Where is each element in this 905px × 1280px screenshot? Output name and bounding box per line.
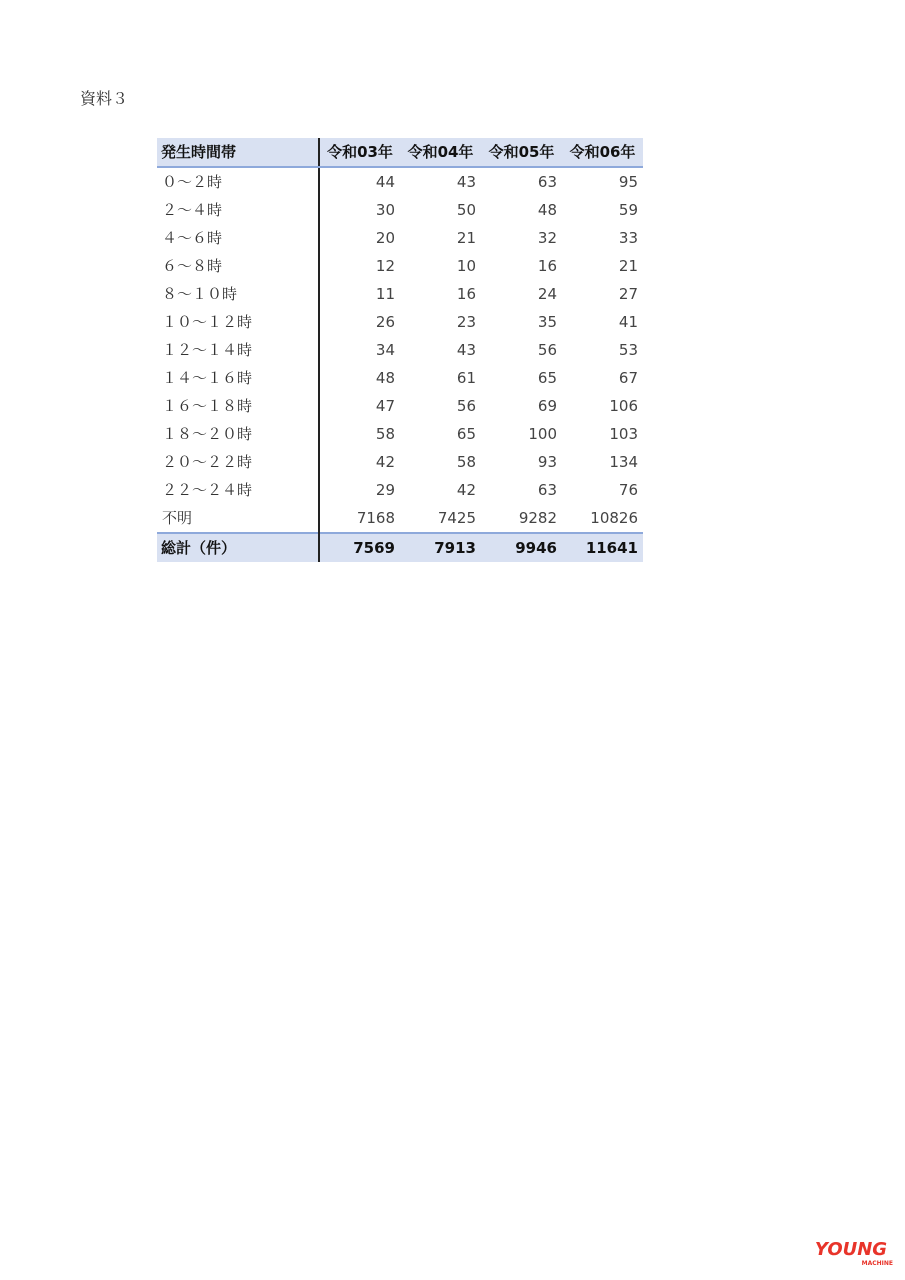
table-row xyxy=(157,336,643,364)
table-row xyxy=(157,392,643,420)
count-cell: 44 xyxy=(375,173,395,191)
count-cell: 21 xyxy=(618,257,638,275)
table-total-row xyxy=(157,533,643,562)
count-cell: 7425 xyxy=(437,509,476,527)
table-header-row xyxy=(157,138,643,167)
table-row xyxy=(157,420,643,448)
header-year-r05: 令和05年 xyxy=(481,138,562,167)
count-cell: 9282 xyxy=(518,509,557,527)
count-cell: 35 xyxy=(537,313,557,331)
count-cell: 59 xyxy=(618,201,638,219)
table-row xyxy=(157,224,643,252)
count-cell: 69 xyxy=(537,397,557,415)
count-cell: 103 xyxy=(609,425,638,443)
count-cell: 65 xyxy=(456,425,476,443)
count-cell: 67 xyxy=(618,369,638,387)
count-cell: 50 xyxy=(456,201,476,219)
time-period-cell: ２２～２４時 xyxy=(157,476,319,504)
header-year-r03: 令和03年 xyxy=(319,138,400,167)
count-cell: 53 xyxy=(618,341,638,359)
count-cell: 23 xyxy=(456,313,476,331)
count-cell: 12 xyxy=(375,257,395,275)
count-cell: 56 xyxy=(537,341,557,359)
time-period-cell: １４～１６時 xyxy=(157,364,319,392)
count-cell: 7168 xyxy=(356,509,395,527)
count-cell: 16 xyxy=(456,285,476,303)
time-period-cell: ６～８時 xyxy=(157,252,319,280)
incident-time-table xyxy=(157,138,643,562)
table-row xyxy=(157,504,643,533)
document-label: 資料３ xyxy=(80,89,129,108)
count-cell: 56 xyxy=(456,397,476,415)
count-cell: 48 xyxy=(537,201,557,219)
time-period-cell: ４～６時 xyxy=(157,224,319,252)
total-value-cell: 7569 xyxy=(319,533,400,562)
count-cell: 43 xyxy=(456,173,476,191)
time-period-cell: ２０～２２時 xyxy=(157,448,319,476)
count-cell: 10826 xyxy=(590,509,638,527)
count-cell: 16 xyxy=(537,257,557,275)
brand-logo xyxy=(805,1240,897,1268)
time-period-cell: ０～２時 xyxy=(157,167,319,196)
count-cell: 61 xyxy=(456,369,476,387)
count-cell: 63 xyxy=(537,173,557,191)
table-row xyxy=(157,448,643,476)
table-row xyxy=(157,280,643,308)
count-cell: 29 xyxy=(375,481,395,499)
count-cell: 43 xyxy=(456,341,476,359)
count-cell: 32 xyxy=(537,229,557,247)
count-cell: 48 xyxy=(375,369,395,387)
count-cell: 26 xyxy=(375,313,395,331)
count-cell: 42 xyxy=(375,453,395,471)
count-cell: 95 xyxy=(618,173,638,191)
time-period-cell: １６～１８時 xyxy=(157,392,319,420)
table-row xyxy=(157,196,643,224)
total-label-cell: 総計（件） xyxy=(157,533,319,562)
count-cell: 93 xyxy=(537,453,557,471)
time-period-cell: 不明 xyxy=(157,504,319,533)
count-cell: 63 xyxy=(537,481,557,499)
count-cell: 10 xyxy=(456,257,476,275)
time-period-cell: １８～２０時 xyxy=(157,420,319,448)
count-cell: 24 xyxy=(537,285,557,303)
time-period-cell: １２～１４時 xyxy=(157,336,319,364)
logo-wordmark: YOUNG xyxy=(814,1239,888,1260)
time-period-cell: ２～４時 xyxy=(157,196,319,224)
count-cell: 11 xyxy=(375,285,395,303)
logo-subtext: MACHINE xyxy=(861,1260,893,1267)
count-cell: 76 xyxy=(618,481,638,499)
total-value-cell: 9946 xyxy=(481,533,562,562)
total-value-cell: 11641 xyxy=(562,533,643,562)
table-row xyxy=(157,308,643,336)
header-year-r06: 令和06年 xyxy=(562,138,643,167)
total-value-cell: 7913 xyxy=(400,533,481,562)
table-body xyxy=(157,167,643,562)
count-cell: 100 xyxy=(528,425,557,443)
count-cell: 41 xyxy=(618,313,638,331)
table-row xyxy=(157,364,643,392)
count-cell: 65 xyxy=(537,369,557,387)
time-period-cell: ８～１０時 xyxy=(157,280,319,308)
count-cell: 106 xyxy=(609,397,638,415)
count-cell: 47 xyxy=(375,397,395,415)
header-time-period: 発生時間帯 xyxy=(157,138,319,167)
table-row xyxy=(157,476,643,504)
table-row xyxy=(157,252,643,280)
count-cell: 134 xyxy=(609,453,638,471)
time-period-cell: １０～１２時 xyxy=(157,308,319,336)
count-cell: 20 xyxy=(375,229,395,247)
count-cell: 34 xyxy=(375,341,395,359)
header-year-r04: 令和04年 xyxy=(400,138,481,167)
count-cell: 21 xyxy=(456,229,476,247)
count-cell: 27 xyxy=(618,285,638,303)
count-cell: 58 xyxy=(375,425,395,443)
count-cell: 42 xyxy=(456,481,476,499)
table-row xyxy=(157,167,643,196)
count-cell: 33 xyxy=(618,229,638,247)
count-cell: 58 xyxy=(456,453,476,471)
count-cell: 30 xyxy=(375,201,395,219)
data-table-container xyxy=(157,138,643,562)
